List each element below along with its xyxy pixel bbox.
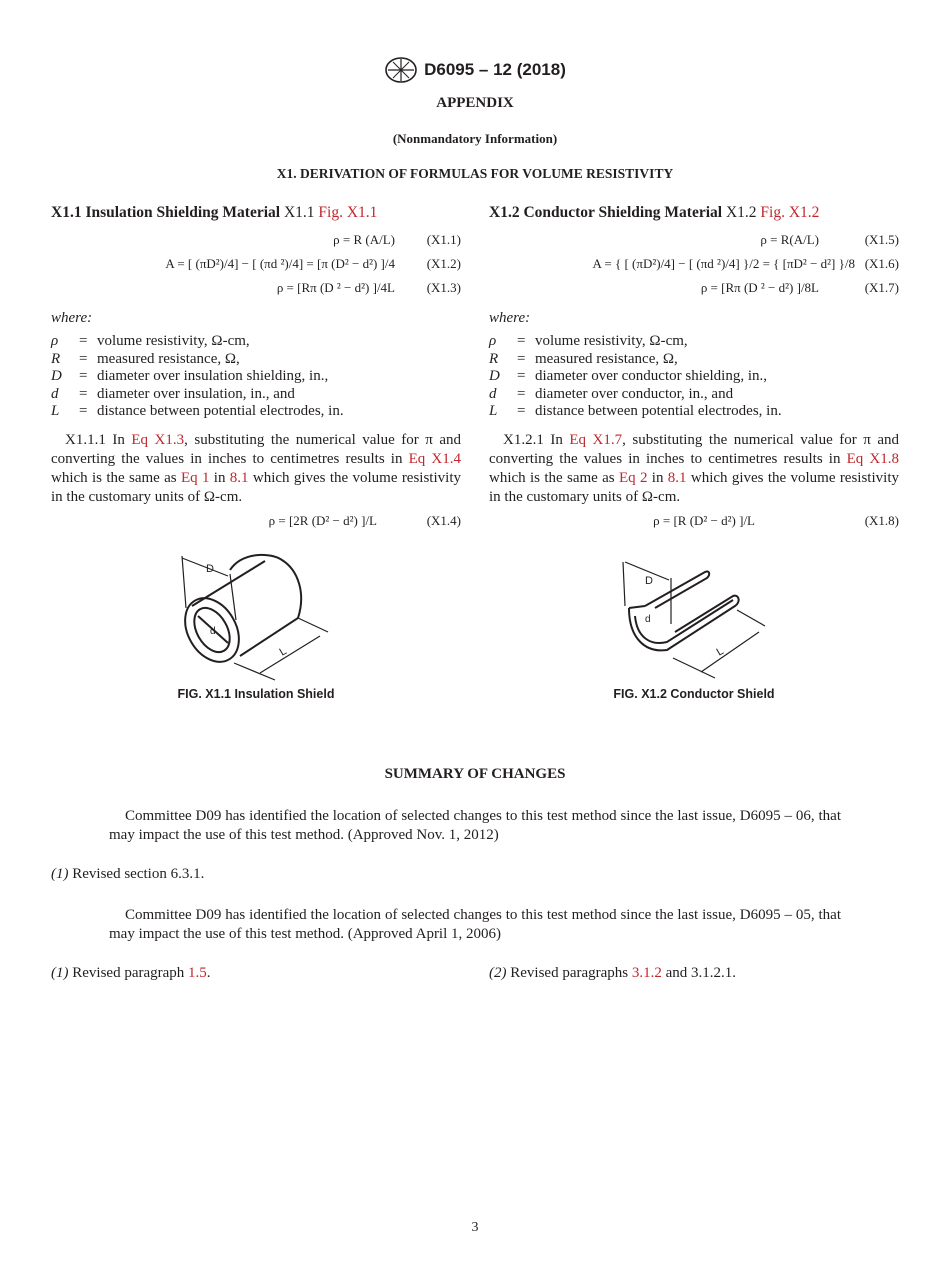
section-x1-1-heading: X1.1 Insulation Shielding Material X1.1 Fig. X1.1 xyxy=(51,204,378,221)
eq-x1-7-link[interactable]: Eq X1.7 xyxy=(569,431,623,448)
equations-left xyxy=(51,228,461,300)
label-d: d xyxy=(210,626,216,637)
label-L: L xyxy=(714,645,726,659)
page-header xyxy=(0,55,950,85)
definition-item: L = distance between potential electrodes, in. xyxy=(489,403,782,420)
document-designation: D6095 – 12 (2018) xyxy=(424,60,566,79)
equation-row: ρ = [2R (D² − d²) ]/L (X1.4) xyxy=(268,512,461,528)
eq-x1-8-link[interactable]: Eq X1.8 xyxy=(846,450,899,467)
fig-x1-1-caption: FIG. X1.1 Insulation Shield xyxy=(177,687,335,701)
definition-item: R = measured resistance, Ω, xyxy=(489,350,678,367)
section-8-1-link[interactable]: 8.1 xyxy=(229,469,249,486)
fig-x1-2-link[interactable]: Fig. X1.2 xyxy=(760,204,820,221)
paragraph-x1-1-1: X1.1.1 In Eq X1.3, substituting the numerical value for π and converting the values in inches to centimetres results in Eq X1.4 which is the same as Eq 1 in 8.1 which gives the volume resistivity in the customary units of Ω-cm. xyxy=(51,431,461,505)
label-d: d xyxy=(645,614,651,625)
label-L: L xyxy=(277,645,289,659)
equation-row: ρ = [Rπ (D ² − d²) ]/8L (X1.7) xyxy=(700,280,899,295)
definition-item: D = diameter over insulation shielding, in., xyxy=(51,368,329,385)
conductor-shield-figure xyxy=(615,558,795,683)
section-8-1-link[interactable]: 8.1 xyxy=(667,469,687,486)
definition-item: ρ = volume resistivity, Ω-cm, xyxy=(51,333,250,349)
where-label: where: xyxy=(51,310,93,326)
summary-item-3: (2) Revised paragraphs 3.1.2 and 3.1.2.1. xyxy=(489,965,737,981)
eq-1-link[interactable]: Eq 1 xyxy=(180,469,210,486)
definition-item: d = diameter over conductor, in., and xyxy=(489,385,734,402)
definitions-list xyxy=(51,333,461,421)
right-column xyxy=(489,204,899,533)
equation-row: ρ = R(A/L) (X1.5) xyxy=(760,232,899,247)
fig-x1-1-link[interactable]: Fig. X1.1 xyxy=(318,204,378,221)
section-x1-2-heading: X1.2 Conductor Shielding Material X1.2 Fig. X1.2 xyxy=(489,204,820,221)
equation-row: ρ = [R (D² − d²) ]/L (X1.8) xyxy=(653,512,899,528)
summary-paragraph-2: Committee D09 has identified the location of selected changes to this test method since the last issue, D6095 – 05, that may impact the use of this test method. (Approved April 1, 2006) xyxy=(109,907,841,942)
section-x1-title: X1. DERIVATION OF FORMULAS FOR VOLUME RESISTIVITY xyxy=(276,166,674,181)
definitions-list xyxy=(489,333,899,421)
definition-item: d = diameter over insulation, in., and xyxy=(51,385,295,402)
summary-item-2: (1) Revised paragraph 1.5. xyxy=(51,965,211,981)
left-column xyxy=(51,204,461,533)
fig-x1-2-caption: FIG. X1.2 Conductor Shield xyxy=(613,687,775,701)
eq-x1-4-link[interactable]: Eq X1.4 xyxy=(408,450,461,467)
astm-logo xyxy=(384,56,418,84)
nonmandatory-label: (Nonmandatory Information) xyxy=(392,131,558,146)
label-D: D xyxy=(645,575,653,587)
page-number: 3 xyxy=(471,1220,479,1235)
definition-item: ρ = volume resistivity, Ω-cm, xyxy=(489,333,688,349)
eq-x1-3-link[interactable]: Eq X1.3 xyxy=(131,431,185,448)
eq-2-link[interactable]: Eq 2 xyxy=(618,469,648,486)
label-D: D xyxy=(206,563,214,575)
equation-row: ρ = R (A/L) (X1.1) xyxy=(333,232,461,247)
paragraph-3-1-2-link[interactable]: 3.1.2 xyxy=(631,965,662,981)
summary-title: SUMMARY OF CHANGES xyxy=(384,766,566,782)
paragraph-x1-2-1: X1.2.1 In Eq X1.7, substituting the numerical value for π and converting the values in inches to centimetres results in Eq X1.8 which is the same as Eq 2 in 8.1 which gives the volume resistivity in the customary units of Ω-cm. xyxy=(489,431,899,505)
insulation-shield-figure xyxy=(170,548,350,683)
equations-right xyxy=(489,228,899,300)
definition-item: R = measured resistance, Ω, xyxy=(51,350,240,367)
where-label: where: xyxy=(489,310,531,326)
definition-item: L = distance between potential electrodes, in. xyxy=(51,403,344,420)
appendix-title: APPENDIX xyxy=(436,95,514,111)
definition-item: D = diameter over conductor shielding, in., xyxy=(489,368,768,385)
equation-row: ρ = [Rπ (D ² − d²) ]/4L (X1.3) xyxy=(276,280,461,295)
equation-row: A = [ (πD²)/4] − [ (πd ²)/4] = [π (D² − d²) ]/4 (X1.2) xyxy=(165,256,461,271)
summary-paragraph-1: Committee D09 has identified the location of selected changes to this test method since the last issue, D6095 – 06, that may impact the use of this test method. (Approved Nov. 1, 2012) xyxy=(109,808,841,843)
summary-item-1: (1) Revised section 6.3.1. xyxy=(51,866,205,882)
equation-row: A = { [ (πD²)/4] − [ (πd ²)/4] }/2 = { [πD² − d²] }/8 (X1.6) xyxy=(592,256,899,271)
paragraph-1-5-link[interactable]: 1.5 xyxy=(188,965,207,981)
